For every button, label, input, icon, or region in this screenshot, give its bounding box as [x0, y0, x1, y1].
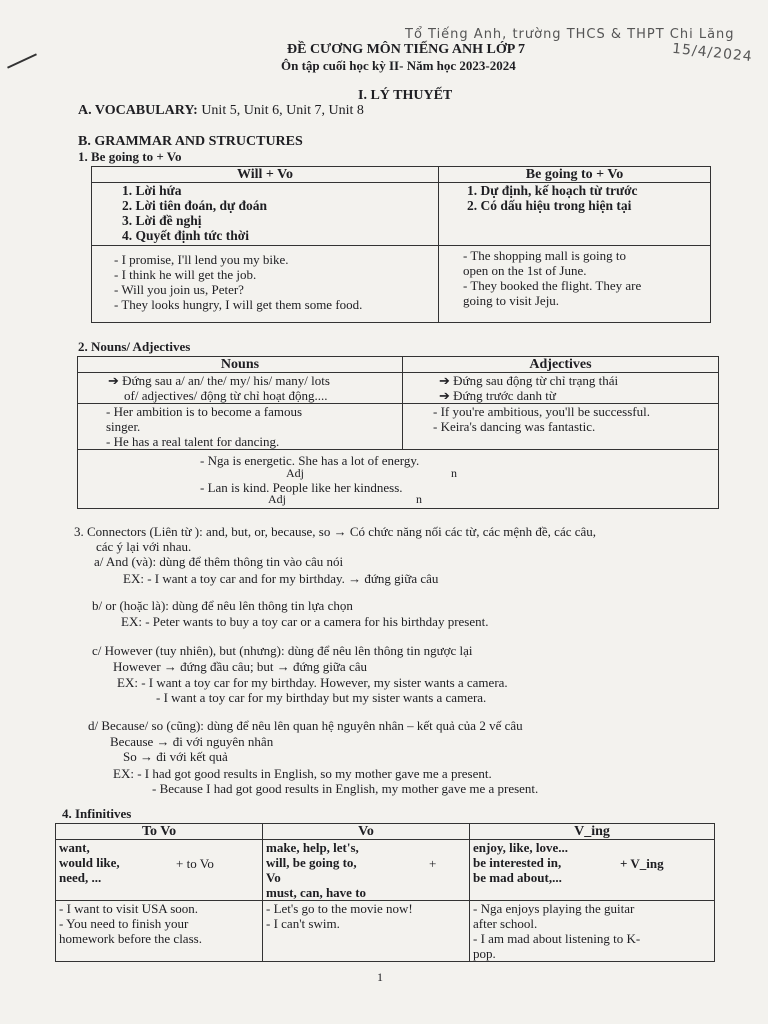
and-heading: a/ And (và): dùng để thêm thông tin vào câu nói [94, 554, 344, 569]
handwritten-date: 15/4/2024 [671, 40, 754, 66]
adjective-examples: - If you're ambitious, you'll be successful. - Keira's dancing was fantastic. [403, 404, 719, 450]
section-heading: I. LÝ THUYẾT [358, 88, 453, 103]
going-to-header: Be going to + Vo [439, 167, 711, 183]
to-vo-header: To Vo [56, 824, 263, 840]
vocabulary-label: A. VOCABULARY: [78, 103, 198, 118]
will-header: Will + Vo [92, 167, 439, 183]
will-vs-going-to-table [91, 166, 711, 323]
v-ing-examples: - Nga enjoys playing the guitar after school. - I am mad about listening to K- pop. [470, 901, 715, 962]
vocabulary-line [78, 103, 364, 119]
v-ing-header: V_ing [470, 824, 715, 840]
going-to-uses: 1. Dự định, kế hoạch từ trước 2. Có dấu hiệu trong hiện tại [439, 183, 711, 246]
nouns-header: Nouns [78, 357, 403, 373]
vo-verbs: make, help, let's, will, be going to, Vo must, can, have to + [263, 840, 470, 901]
going-to-examples: - The shopping mall is going to open on the 1st of June. - They booked the flight. They are going to visit Jeju. [439, 246, 711, 323]
because-example-2: - Because I had got good results in English, my mother gave me a present. [152, 781, 539, 796]
part3-title: 3. Connectors (Liên từ ): and, but, or, because, so → Có chức năng nối các từ, các mệnh đề, các câu, [74, 524, 597, 539]
because-position: Because → đi với nguyên nhân [110, 734, 274, 749]
nouns-adjectives-table [77, 356, 719, 509]
however-heading: c/ However (tuy nhiên), but (nhưng): dùng để nêu lên thông tin ngược lại [92, 643, 473, 658]
vo-examples: - Let's go to the movie now! - I can't swim. [263, 901, 470, 962]
to-vo-verbs: want, would like, need, ... + to Vo [56, 840, 263, 901]
and-example: EX: - I want a toy car and for my birthday. → đứng giữa câu [123, 571, 439, 586]
however-example-2: - I want a toy car for my birthday but my sister wants a camera. [156, 690, 487, 705]
because-example-1: EX: - I had got good results in English, so my mother gave me a present. [113, 766, 492, 781]
or-heading: b/ or (hoặc là): dùng để nêu lên thông tin lựa chọn [92, 598, 353, 613]
part2-title: 2. Nouns/ Adjectives [78, 339, 191, 354]
to-vo-examples: - I want to visit USA soon. - You need to finish your homework before the class. [56, 901, 263, 962]
because-heading: d/ Because/ so (cũng): dùng để nêu lên quan hệ nguyên nhân – kết quả của 2 vế câu [88, 718, 523, 733]
adjectives-header: Adjectives [403, 357, 719, 373]
will-uses: 1. Lời hứa 2. Lời tiên đoán, dự đoán 3. Lời đề nghị 4. Quyết định tức thời [92, 183, 439, 246]
vo-header: Vo [263, 824, 470, 840]
part3-title-cont: các ý lại với nhau. [96, 539, 192, 554]
will-examples: - I promise, I'll lend you my bike. - I think he will get the job. - Will you join us, Peter? - They looks hungry, I will get them some food. [92, 246, 439, 323]
document-subtitle: Ôn tập cuối học kỳ II- Năm học 2023-2024 [281, 58, 516, 73]
pen-mark [7, 53, 37, 68]
infinitives-table [55, 823, 715, 962]
noun-rule: ➔ Đứng sau a/ an/ the/ my/ his/ many/ lots of/ adjectives/ động từ chỉ hoạt động.... [78, 373, 403, 404]
vocabulary-units: Unit 5, Unit 6, Unit 7, Unit 8 [201, 103, 364, 118]
school-name: Tổ Tiếng Anh, trường THCS & THPT Chi Lăng [405, 27, 735, 42]
however-example-1: EX: - I want a toy car for my birthday. However, my sister wants a camera. [117, 675, 508, 690]
noun-examples: - Her ambition is to become a famous singer. - He has a real talent for dancing. [78, 404, 403, 450]
part4-title: 4. Infinitives [62, 806, 132, 821]
or-example: EX: - Peter wants to buy a toy car or a camera for his birthday present. [121, 614, 489, 629]
page-number: 1 [377, 970, 383, 984]
part1-title: 1. Be going to + Vo [78, 149, 182, 164]
grammar-heading: B. GRAMMAR AND STRUCTURES [78, 134, 303, 149]
adjective-rule: ➔ Đứng sau động từ chỉ trạng thái ➔ Đứng trước danh từ [403, 373, 719, 404]
however-position: However → đứng đầu câu; but → đứng giữa câu [113, 659, 367, 674]
document-title: ĐỀ CƯƠNG MÔN TIẾNG ANH LỚP 7 [287, 42, 526, 57]
v-ing-verbs: enjoy, like, love... be interested in, be mad about,... + V_ing [470, 840, 715, 901]
shared-examples: - Nga is energetic. She has a lot of energy. Adj n - Lan is kind. People like her kindness. Adj n [78, 450, 719, 509]
so-position: So → đi với kết quả [123, 749, 228, 764]
